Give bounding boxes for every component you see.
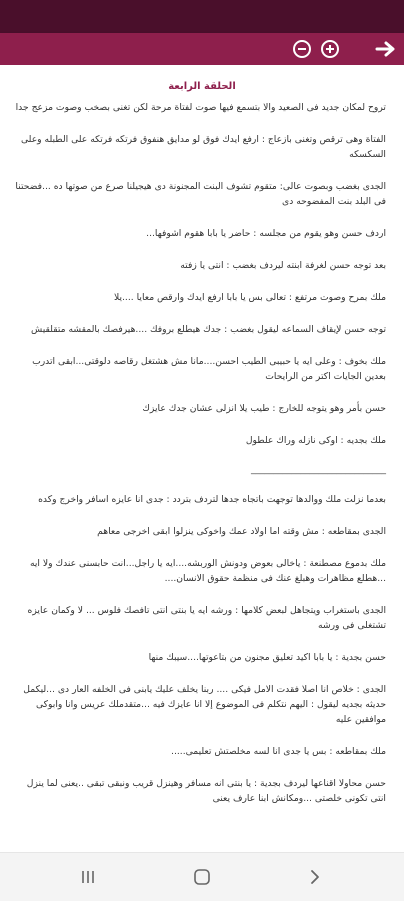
recent-apps-icon [79,868,97,886]
zoom-in-button[interactable] [318,37,342,61]
story-paragraph: ملك بمقاطعه : بس يا جدى انا لسه مخلصتش تعليمى..... [171,746,386,757]
minus-circle-icon [293,40,311,58]
story-paragraph: الجدى : خلاص انا اصلا فقدت الامل فيكى .... ربنا يخلف عليك يابنى فى الخلفه العار دى ...ليكمل حديثه بجديه ليقول : اليهم نتكلم فى الموضوع إلا انا عايزك فيه ...متقدملك عريس وانا وابوكى موافقين عليه [23,684,386,725]
story-paragraph: حسن محاولا اقناعها ليردف بجدية : يا بنتى انه مسافر وهينزل قريب ونبقى تبقى ..يعنى لما ينزل انتى تكونى خلصتى ...ومكانش ابنا عارف يعنى [26,778,386,804]
story-paragraph: بعد توجه حسن لغرفة ابنته ليردف بغضب : انتى يا زفته [180,260,386,271]
story-paragraph: الجدى بغضب وبصوت عالى: متقوم تشوف البنت المجنونة دى هيجيلنا صرع من صوتها ده ...فضحتنا فى البلد بنت المفضوحه دى [15,181,386,207]
reader-toolbar [0,33,404,65]
story-paragraph: الجدى بمقاطعه : مش وقته اما اولاد عمك واخوكى ينزلوا ابقى اخرجى معاهم [97,526,386,537]
story-paragraph: الفتاة وهى ترقص وتغنى بازعاج : ارفع ايدك فوق لو مدايق هنفوق فرتكه فرتكه على الطبله وعلى السكسكه [21,134,386,160]
story-paragraph: الجدى باستغراب ويتجاهل لبعض كلامها : ورشه ايه يا بنتى انتى تافصك فلوس ... لا وكمان عايزه تشتغلى فى ورشه [27,605,386,631]
back-chevron-icon [306,868,324,886]
story-paragraph: تروح لمكان جديد فى الصعيد والا بتسمع فيها صوت لفتاة مرحة لكن تغنى بصخب وصوت مزعج جدا [15,102,386,113]
story-paragraph: حسن بجدية : يا بابا اكيد تعليق مجنون من بتاعوتها....سيبك منها [148,652,386,663]
home-icon [192,867,212,887]
home-button[interactable] [190,865,214,889]
system-navigation-bar [0,852,404,901]
story-paragraph: ملك بخوف : وعلى ايه يا حبيبى الطيب احسن....مانا مش هشتغل رقاصه دلوقتى...ابقى اتدرب بعدين الجايات اكتر من الرايحات [32,356,386,382]
story-paragraph: بعدما نزلت ملك ووالدها توجهت باتجاه جدها لتردف بتردد : جدى انا عايزه اسافر واخرج وكده [38,494,386,505]
story-paragraph: ملك بجديه : اوكى نازله وراك علطول [245,435,386,446]
chapter-title: الحلقة الرابعة [168,81,236,92]
section-divider: ______________________________ [251,465,386,475]
status-bar [0,0,404,33]
story-paragraph: حسن بأمر وهو يتوجه للخارج : طيب يلا انزلى عشان جدك عايزك [142,403,386,414]
arrow-right-icon [375,40,397,58]
story-content [0,65,404,852]
back-button[interactable] [303,865,327,889]
story-paragraph: ملك بمرح وصوت مرتفع : تعالى بس يا بابا ارفع ايدك وارقص معايا ....يلا [113,292,386,303]
plus-circle-icon [321,40,339,58]
recent-apps-button[interactable] [76,865,100,889]
zoom-out-button[interactable] [290,37,314,61]
story-paragraph: اردف حسن وهو يقوم من مجلسه : حاضر يا بابا هقوم اشوفها... [146,228,386,239]
next-chapter-button[interactable] [372,37,400,61]
story-paragraph: توجه حسن لإيقاف السماعه ليقول بغضب : جدك هيطلع بروفك ....هيرفصك بالمقشه متقلقيش [31,324,386,335]
story-paragraph: ملك بدموع مصطنعة : ياخالى بعوض ودونش الوربشه....ايه يا راجل...انت حابسنى عندك ولا ايه ...هطلع مظاهرات وهبلغ عنك فى منظمة حقوق الانسان.... [29,558,386,584]
